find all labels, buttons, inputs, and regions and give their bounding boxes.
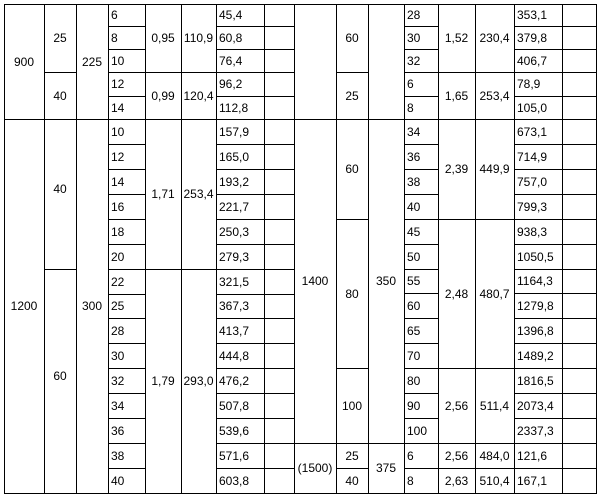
row-rule — [108, 368, 145, 369]
value-cell: 193,2 — [219, 174, 250, 189]
group-cell: 110,9 — [183, 31, 214, 45]
row-rule — [404, 244, 438, 245]
row-rule — [108, 194, 145, 195]
row-rule — [216, 194, 294, 195]
column-rule — [216, 4, 217, 493]
value-cell: 30 — [111, 348, 125, 363]
row-rule — [514, 194, 596, 195]
value-cell: 2073,4 — [517, 398, 554, 413]
column-rule — [596, 4, 597, 493]
value-cell: 321,5 — [219, 274, 250, 289]
row-rule — [145, 269, 216, 270]
group-cell: 1,71 — [151, 187, 175, 201]
row-header-900: 900 — [13, 54, 35, 69]
value-cell: 539,6 — [219, 423, 250, 438]
value-cell: 32 — [407, 53, 421, 68]
row-rule — [216, 294, 294, 295]
value-cell: 18 — [111, 224, 125, 239]
group-cell: 1,52 — [444, 31, 469, 45]
row-rule — [216, 26, 294, 27]
value-cell: 28 — [407, 8, 421, 22]
row-rule — [44, 269, 76, 270]
value-cell: 673,1 — [517, 124, 548, 139]
value-cell: 8 — [407, 473, 414, 488]
row-rule — [514, 96, 596, 97]
row-rule — [4, 119, 295, 120]
value-cell: 80 — [407, 373, 421, 388]
value-cell: 28 — [111, 323, 125, 338]
group-cell: 2,56 — [444, 398, 469, 413]
row-rule — [514, 244, 596, 245]
group-cell: 120,4 — [183, 88, 214, 103]
row-rule — [145, 72, 216, 73]
value-cell: 20 — [111, 249, 125, 264]
group-cell: 350 — [375, 274, 397, 288]
group-cell: 1,65 — [444, 88, 469, 103]
group-cell: 80 — [345, 286, 359, 301]
value-cell: 938,3 — [517, 224, 548, 239]
row-rule — [108, 468, 145, 469]
group-cell: 484,0 — [479, 448, 510, 463]
row-rule — [216, 169, 294, 170]
group-cell: 1400 — [301, 274, 329, 288]
row-rule — [44, 72, 76, 73]
value-cell: 76,4 — [219, 53, 243, 68]
value-cell: 38 — [407, 174, 421, 189]
row-rule — [514, 368, 596, 369]
row-rule — [216, 443, 294, 444]
row-rule — [108, 343, 145, 344]
group-cell: 25 — [345, 88, 359, 103]
value-cell: 121,6 — [517, 448, 548, 463]
value-cell: 55 — [407, 274, 421, 288]
row-rule — [404, 144, 438, 145]
value-cell: 353,1 — [517, 8, 548, 22]
row-rule — [108, 26, 145, 27]
row-rule — [216, 318, 294, 319]
row-rule — [514, 26, 596, 27]
row-rule — [216, 269, 294, 270]
row-rule — [404, 368, 438, 369]
value-cell: 100 — [407, 423, 428, 438]
value-cell: 279,3 — [219, 249, 250, 264]
value-cell: 476,2 — [219, 373, 250, 388]
column-rule — [108, 4, 109, 493]
row-rule — [514, 343, 596, 344]
row-rule — [108, 96, 145, 97]
row-rule — [108, 244, 145, 245]
row-rule — [514, 169, 596, 170]
group-cell: 293,0 — [183, 374, 214, 388]
value-cell: 36 — [111, 423, 125, 438]
row-rule — [108, 219, 145, 220]
row-rule — [108, 318, 145, 319]
table-bottom-border — [4, 493, 597, 494]
group-cell: 0,99 — [151, 88, 175, 103]
row-rule — [514, 418, 596, 419]
group-cell: 2,48 — [444, 286, 469, 301]
value-cell: 96,2 — [219, 77, 243, 91]
value-cell: 10 — [111, 124, 125, 139]
row-rule — [438, 72, 514, 73]
value-cell: 165,0 — [219, 149, 250, 164]
table-top-border — [4, 4, 597, 5]
value-cell: 6 — [407, 448, 414, 463]
row-rule — [336, 219, 368, 220]
value-cell: 10 — [111, 53, 125, 68]
value-cell: 8 — [407, 100, 414, 115]
row-rule — [404, 269, 438, 270]
value-cell: 65 — [407, 323, 421, 338]
value-cell: 50 — [407, 249, 421, 264]
row-rule — [404, 96, 438, 97]
value-cell: 157,9 — [219, 124, 250, 139]
group-cell: 2,39 — [444, 162, 469, 176]
value-cell: 36 — [407, 149, 421, 164]
row-rule — [294, 119, 597, 120]
value-cell: 406,7 — [517, 53, 548, 68]
group-cell: 40 — [53, 182, 67, 196]
value-cell: 6 — [111, 8, 118, 22]
row-rule — [514, 72, 596, 73]
value-cell: 1816,5 — [517, 373, 554, 388]
value-cell: 379,8 — [517, 30, 548, 45]
column-rule — [44, 4, 45, 493]
row-rule — [514, 219, 596, 220]
row-rule — [216, 144, 294, 145]
value-cell: 105,0 — [517, 100, 548, 115]
value-cell: 413,7 — [219, 323, 250, 338]
value-cell: 60 — [407, 298, 421, 313]
value-cell: 70 — [407, 348, 421, 363]
value-cell: 2337,3 — [517, 423, 554, 438]
row-rule — [108, 443, 145, 444]
column-rule — [76, 4, 77, 493]
row-rule — [216, 219, 294, 220]
group-cell: 480,7 — [479, 286, 510, 301]
row-rule — [404, 418, 438, 419]
value-cell: 444,8 — [219, 348, 250, 363]
column-rule — [145, 4, 146, 493]
row-rule — [514, 49, 596, 50]
row-rule — [336, 468, 368, 469]
group-cell: 1,79 — [151, 374, 175, 388]
row-rule — [404, 293, 438, 294]
column-rule — [264, 4, 265, 493]
row-rule — [216, 343, 294, 344]
group-cell: 511,4 — [479, 398, 510, 413]
value-cell: 38 — [111, 448, 125, 463]
value-cell: 45,4 — [219, 8, 243, 22]
column-rule — [404, 4, 405, 493]
column-rule — [438, 4, 439, 493]
value-cell: 90 — [407, 398, 421, 413]
row-rule — [216, 49, 294, 50]
group-cell: 60 — [345, 162, 359, 176]
column-rule — [4, 4, 5, 493]
value-cell: 60,8 — [219, 30, 243, 45]
value-cell: 12 — [111, 77, 125, 91]
group-cell: 230,4 — [479, 31, 510, 45]
column-rule — [514, 4, 515, 493]
group-cell: 375 — [375, 461, 397, 475]
row-rule — [216, 96, 294, 97]
row-rule — [404, 318, 438, 319]
group-cell: (1500) — [297, 461, 333, 475]
row-rule — [404, 169, 438, 170]
row-rule — [404, 194, 438, 195]
value-cell: 112,8 — [219, 100, 249, 115]
row-rule — [404, 343, 438, 344]
group-cell: 253,4 — [479, 88, 510, 103]
row-rule — [404, 468, 596, 469]
value-cell: 14 — [111, 174, 125, 189]
row-rule — [514, 269, 596, 270]
value-cell: 14 — [111, 100, 125, 115]
row-rule — [404, 49, 438, 50]
row-rule — [514, 393, 596, 394]
group-cell: 100 — [341, 398, 363, 413]
group-cell: 40 — [345, 473, 359, 488]
row-rule — [216, 244, 294, 245]
value-cell: 40 — [111, 473, 125, 488]
value-cell: 1164,3 — [517, 274, 553, 288]
value-cell: 507,8 — [219, 398, 250, 413]
row-rule — [108, 72, 145, 73]
value-cell: 714,9 — [517, 149, 548, 164]
group-cell: 2,63 — [444, 473, 469, 488]
value-cell: 8 — [111, 30, 118, 45]
value-cell: 12 — [111, 149, 125, 164]
row-rule — [108, 144, 145, 145]
value-cell: 571,6 — [219, 448, 250, 463]
row-rule — [514, 144, 596, 145]
row-rule — [514, 318, 596, 319]
column-rule — [294, 4, 295, 493]
value-cell: 32 — [111, 373, 125, 388]
value-cell: 40 — [407, 199, 421, 214]
value-cell: 167,1 — [517, 473, 548, 488]
row-rule — [216, 72, 294, 73]
group-cell: 60 — [345, 31, 359, 45]
column-rule — [475, 4, 476, 493]
group-cell: 25 — [53, 31, 67, 45]
row-rule — [404, 26, 438, 27]
value-cell: 367,3 — [219, 299, 250, 313]
value-cell: 250,3 — [219, 224, 250, 239]
row-rule — [438, 219, 514, 220]
column-rule — [368, 4, 369, 493]
row-rule — [108, 169, 145, 170]
group-cell: 253,4 — [183, 187, 214, 201]
group-cell: 25 — [345, 448, 359, 463]
value-cell: 30 — [407, 30, 421, 45]
value-cell: 45 — [407, 224, 421, 239]
group-cell: 40 — [53, 88, 67, 103]
row-rule — [108, 418, 145, 419]
value-cell: 1489,2 — [517, 348, 554, 363]
column-rule — [336, 4, 337, 493]
row-header-1200: 1200 — [10, 299, 38, 313]
row-rule — [404, 393, 438, 394]
group-cell: 449,9 — [479, 162, 510, 176]
value-cell: 757,0 — [517, 174, 548, 189]
row-rule — [438, 368, 514, 369]
row-rule — [108, 393, 145, 394]
group-cell: 510,4 — [479, 473, 510, 488]
value-cell: 221,7 — [219, 199, 250, 214]
column-rule — [181, 4, 182, 493]
group-cell: 0,95 — [151, 31, 175, 45]
row-rule — [108, 269, 145, 270]
value-cell: 34 — [407, 124, 421, 139]
value-cell: 1279,8 — [517, 298, 554, 313]
value-cell: 603,8 — [219, 473, 250, 488]
row-rule — [216, 368, 294, 369]
row-rule — [108, 294, 145, 295]
row-rule — [216, 393, 294, 394]
row-rule — [216, 468, 294, 469]
value-cell: 16 — [111, 199, 125, 214]
value-cell: 25 — [111, 299, 125, 313]
column-rule — [562, 4, 563, 493]
row-rule — [336, 368, 368, 369]
value-cell: 34 — [111, 398, 125, 413]
value-cell: 1396,8 — [517, 323, 554, 338]
row-rule — [336, 72, 368, 73]
row-rule — [108, 49, 145, 50]
value-cell: 78,9 — [517, 77, 541, 91]
row-rule — [294, 443, 597, 444]
row-rule — [404, 219, 438, 220]
group-cell: 60 — [53, 369, 67, 383]
row-rule — [514, 293, 596, 294]
row-rule — [404, 72, 438, 73]
row-rule — [216, 418, 294, 419]
value-cell: 22 — [111, 274, 125, 289]
value-cell: 1050,5 — [517, 249, 554, 264]
group-cell: 225 — [81, 54, 103, 69]
value-cell: 6 — [407, 77, 414, 91]
group-cell: 2,56 — [444, 448, 469, 463]
value-cell: 799,3 — [517, 199, 548, 214]
group-cell: 300 — [81, 299, 103, 313]
